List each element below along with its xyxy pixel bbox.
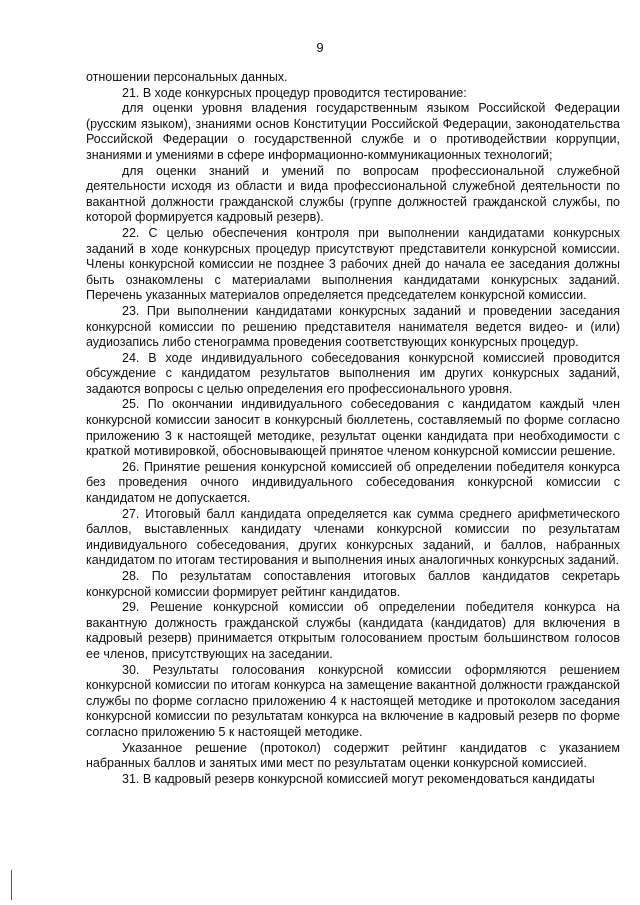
- paragraph-21-item-2: для оценки знаний и умений по вопросам профессиональной служебной деятельности исходя из области и вида профессиональной служебной деятельности по вакантной должности гражданской службы (группе должностей гражданской службы, по которой формируется кадровый резерв).: [86, 163, 620, 225]
- continuation-line: отношении персональных данных.: [86, 70, 288, 84]
- paragraph-25: 25. По окончании индивидуального собеседования с кандидатом каждый член конкурсной комиссии заносит в конкурсный бюллетень, составляемый по форме согласно приложению 3 к настоящей методике, результат оценки кандидата при необходимости с краткой мотивировкой, обосновывающей принятое членом конкурсной комиссии решение.: [86, 397, 620, 459]
- paragraph-28: 28. По результатам сопоставления итоговых баллов кандидатов секретарь конкурсной комиссии формирует рейтинг кандидатов.: [86, 569, 620, 599]
- paragraph-24: 24. В ходе индивидуального собеседования конкурсной комиссией проводится обсуждение с кандидатом результатов выполнения им других конкурсных заданий, задаются вопросы с целью определения его профессионального уровня.: [86, 350, 620, 396]
- paragraph-27: 27. Итоговый балл кандидата определяется как сумма среднего арифметического баллов, выставленных кандидату членами конкурсной комиссии по результатам индивидуального собеседования, других конкурсных заданий, и баллов, набранных кандидатом по итогам тестирования и выполнения иных аналогичных конкурсных заданий.: [86, 506, 620, 568]
- paragraph-26: 26. Принятие решения конкурсной комиссией об определении победителя конкурса без проведения очного индивидуального собеседования конкурсной комиссии с кандидатом не допускается.: [86, 459, 620, 506]
- margin-scan-line: [11, 870, 12, 900]
- paragraph-30-note: Указанное решение (протокол) содержит рейтинг кандидатов с указанием набранных баллов и занятых ими мест по результатам оценки конкурсной комиссией.: [86, 740, 620, 771]
- paragraph-23: 23. При выполнении кандидатами конкурсных заданий и проведении заседания конкурсной комиссии по решению представителя нанимателя ведется видео- и (или) аудиозапись либо стенограмма проведения соответствующих конкурсных процедур.: [86, 303, 620, 350]
- paragraph-30: 30. Результаты голосования конкурсной комиссии оформляются решением конкурсной комиссии по итогам конкурса на замещение вакантной должности гражданской службы по форме согласно приложению 4 к настоящей методике и протоколом заседания конкурсной комиссии по результатам конкурса на включение в кадровый резерв по форме согласно приложению 5 к настоящей методике.: [86, 662, 620, 739]
- page-number: 9: [316, 40, 324, 55]
- paragraph-21-item-1: для оценки уровня владения государственным языком Российской Федерации (русским языком), знаниями основ Конституции Российской Федерации, законодательства Российской Федерации о государственной службе и о противодействии коррупции, знаниями и умениями в сфере информационно-коммуникационных технологий;: [86, 101, 620, 162]
- document-body: [86, 70, 620, 787]
- paragraph-22: 22. С целью обеспечения контроля при выполнении кандидатами конкурсных заданий в ходе конкурсных процедур присутствуют представители конкурсной комиссии. Члены конкурсной комиссии не позднее 3 рабочих дней до начала ее заседания должны быть ознакомлены с материалами выполнения кандидатами конкурсных заданий. Перечень указанных материалов определяется председателем конкурсной комиссии.: [86, 225, 620, 303]
- paragraph-31: 31. В кадровый резерв конкурсной комиссией могут рекомендоваться кандидаты: [122, 771, 595, 786]
- paragraph-29: 29. Решение конкурсной комиссии об определении победителя конкурса на вакантную должность гражданской службы (кандидата (кандидатов) для включения в кадровый резерв) принимается открытым голосованием простым большинством голосов ее членов, присутствующих на заседании.: [86, 600, 620, 661]
- paragraph-21: 21. В ходе конкурсных процедур проводится тестирование:: [122, 85, 467, 100]
